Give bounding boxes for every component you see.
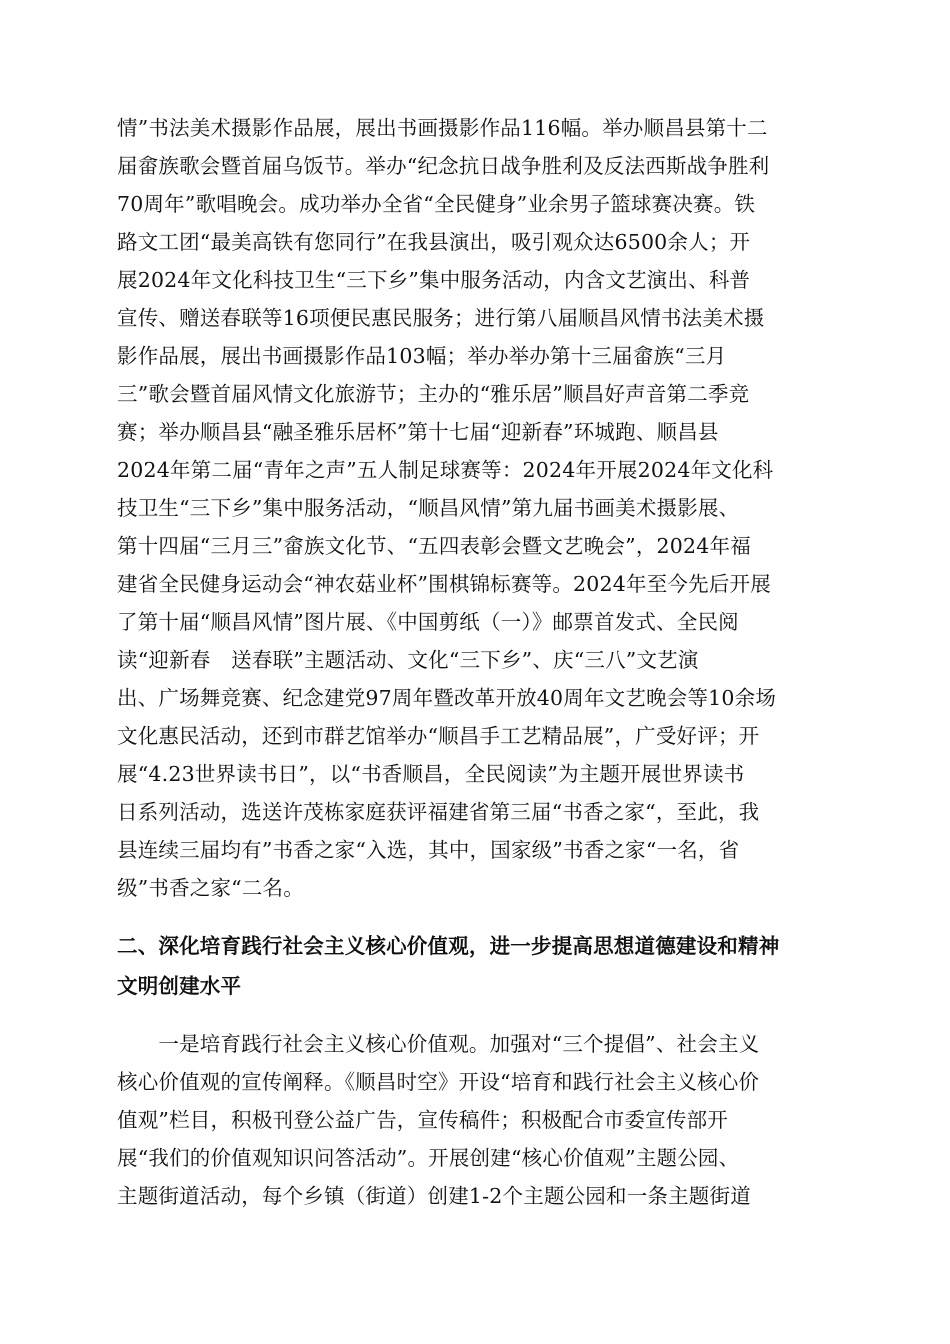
text-line: 建省全民健身运动会“神农菇业杯”围棋锦标赛等。2024年至今先后开展 [117, 572, 771, 596]
text-line: 核心价值观的宣传阐释。《顺昌时空》开设“培育和践行社会主义核心价 [117, 1070, 760, 1094]
text-line: 展2024年文化科技卫生“三下乡”集中服务活动，内含文艺演出、科普 [117, 268, 751, 292]
text-line: 出、广场舞竞赛、纪念建党97周年暨改革开放40周年文艺晚会等10余场 [117, 686, 777, 710]
text-line: 宣传、赠送春联等16项便民惠民服务；进行第八届顺昌风情书法美术摄 [117, 306, 765, 330]
heading-line: 文明创建水平 [117, 974, 242, 998]
text-line: 日系列活动，选送许茂栋家庭获评福建省第三届“书香之家“，至此，我 [117, 800, 760, 824]
text-line: 展“4.23世界读书日”，以“书香顺昌，全民阅读”为主题开展世界读书 [117, 762, 745, 786]
text-line: 70周年”歌唱晚会。成功举办全省“全民健身”业余男子篮球赛决赛。铁 [117, 192, 756, 216]
text-line: 级”书香之家“二名。 [117, 876, 304, 900]
text-line: 路文工团“最美高铁有您同行”在我县演出，吸引观众达6500余人；开 [117, 230, 751, 254]
text-line: 了第十届“顺昌风情”图片展、《中国剪纸（一）》邮票首发式、全民阅 [117, 610, 739, 634]
text-line: 展“我们的价值观知识问答活动”。开展创建“核心价值观”主题公园、 [117, 1146, 740, 1170]
text-line: 影作品展，展出书画摄影作品103幅；举办举办第十三届畲族“三月 [117, 344, 727, 368]
text-line: 届畲族歌会暨首届乌饭节。举办“纪念抗日战争胜利及反法西斯战争胜利 [117, 154, 770, 178]
text-line: 一是培育践行社会主义核心价值观。加强对“三个提倡”、社会主义 [117, 1032, 760, 1056]
text-line: 第十四届“三月三”畲族文化节、“五四表彰会暨文艺晚会”，2024年福 [117, 534, 751, 558]
text-line: 县连续三届均有”书香之家“入选，其中，国家级”书香之家“一名，省 [117, 838, 740, 862]
heading-line: 二、深化培育践行社会主义核心价值观，进一步提高思想道德建设和精神 [117, 934, 780, 958]
text-line: 值观”栏目，积极刊登公益广告，宣传稿件；积极配合市委宣传部开 [117, 1108, 728, 1132]
text-line: 赛；举办顺昌县“融圣雅乐居杯”第十七届“迎新春”环城跑、顺昌县 [117, 420, 719, 444]
text-line: 2024年第二届“青年之声”五人制足球赛等：2024年开展2024年文化科 [117, 458, 774, 482]
text-line: 技卫生“三下乡”集中服务活动，“顺昌风情”第九届书画美术摄影展、 [117, 496, 740, 520]
text-line: 读“迎新春 送春联”主题活动、文化“三下乡”、庆“三八”文艺演 [117, 648, 699, 672]
text-line: 三”歌会暨首届风情文化旅游节；主办的“雅乐居”顺昌好声音第二季竞 [117, 382, 750, 406]
text-line: 文化惠民活动，还到市群艺馆举办“顺昌手工艺精品展”，广受好评；开 [117, 724, 760, 748]
text-line: 情”书法美术摄影作品展，展出书画摄影作品116幅。举办顺昌县第十二 [117, 116, 768, 140]
text-line: 主题街道活动，每个乡镇（街道）创建1-2个主题公园和一条主题街道 [117, 1184, 751, 1208]
